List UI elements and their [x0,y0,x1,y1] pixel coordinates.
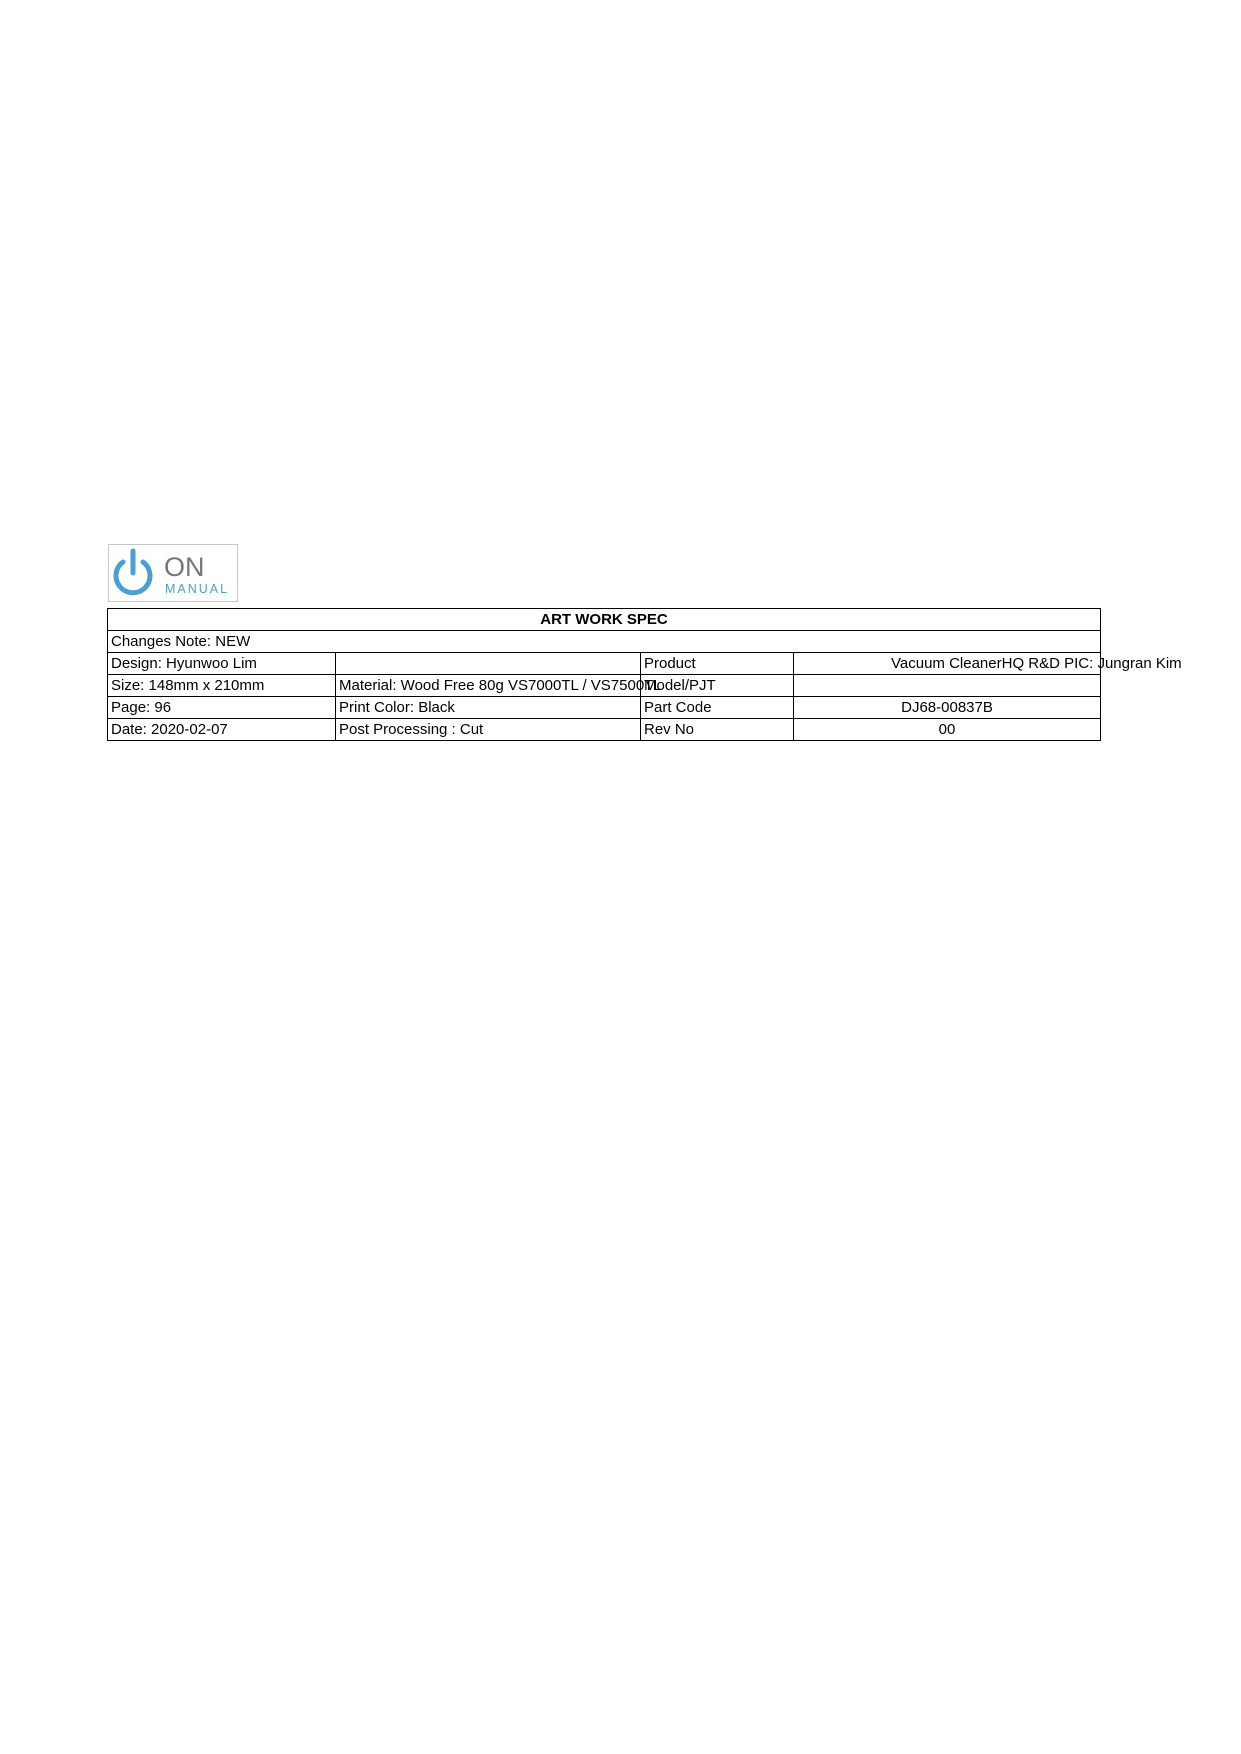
model-value [794,675,1101,697]
part-code-value: DJ68-00837B [794,697,1101,719]
date-cell: Date: 2020-02-07 [108,719,336,741]
product-value-cell [794,653,1182,675]
product-label: Product [641,653,794,675]
spec-title-row [108,609,1101,631]
design-cell: Design: Hyunwoo Lim [108,653,336,675]
part-code-label: Part Code [641,697,794,719]
table-row [108,719,1101,741]
model-label: Model/PJT [641,675,794,697]
rev-no-value: 00 [794,719,1101,741]
art-work-spec-table [107,608,1182,741]
page-cell: Page: 96 [108,697,336,719]
print-color-cell: Print Color: Black [336,697,641,719]
size-cell: Size: 148mm x 210mm [108,675,336,697]
spec-title: ART WORK SPEC [108,609,1101,631]
changes-note-row [108,631,1101,653]
empty-cell [336,653,641,675]
table-row [108,653,1101,675]
table-row [108,675,1101,697]
post-processing-cell: Post Processing : Cut [336,719,641,741]
table-row [108,697,1101,719]
on-manual-logo [108,544,238,602]
logo-word: ON [164,552,205,582]
material-cell: Material: Wood Free 80g VS7000TL / VS7500TL [336,675,641,697]
logo-subword: MANUAL [165,582,230,596]
product-value: Vacuum CleanerHQ R&D PIC: Jungran Kim [891,655,1182,672]
changes-note: Changes Note: NEW [108,631,1101,653]
power-icon [109,545,237,601]
rev-no-label: Rev No [641,719,794,741]
